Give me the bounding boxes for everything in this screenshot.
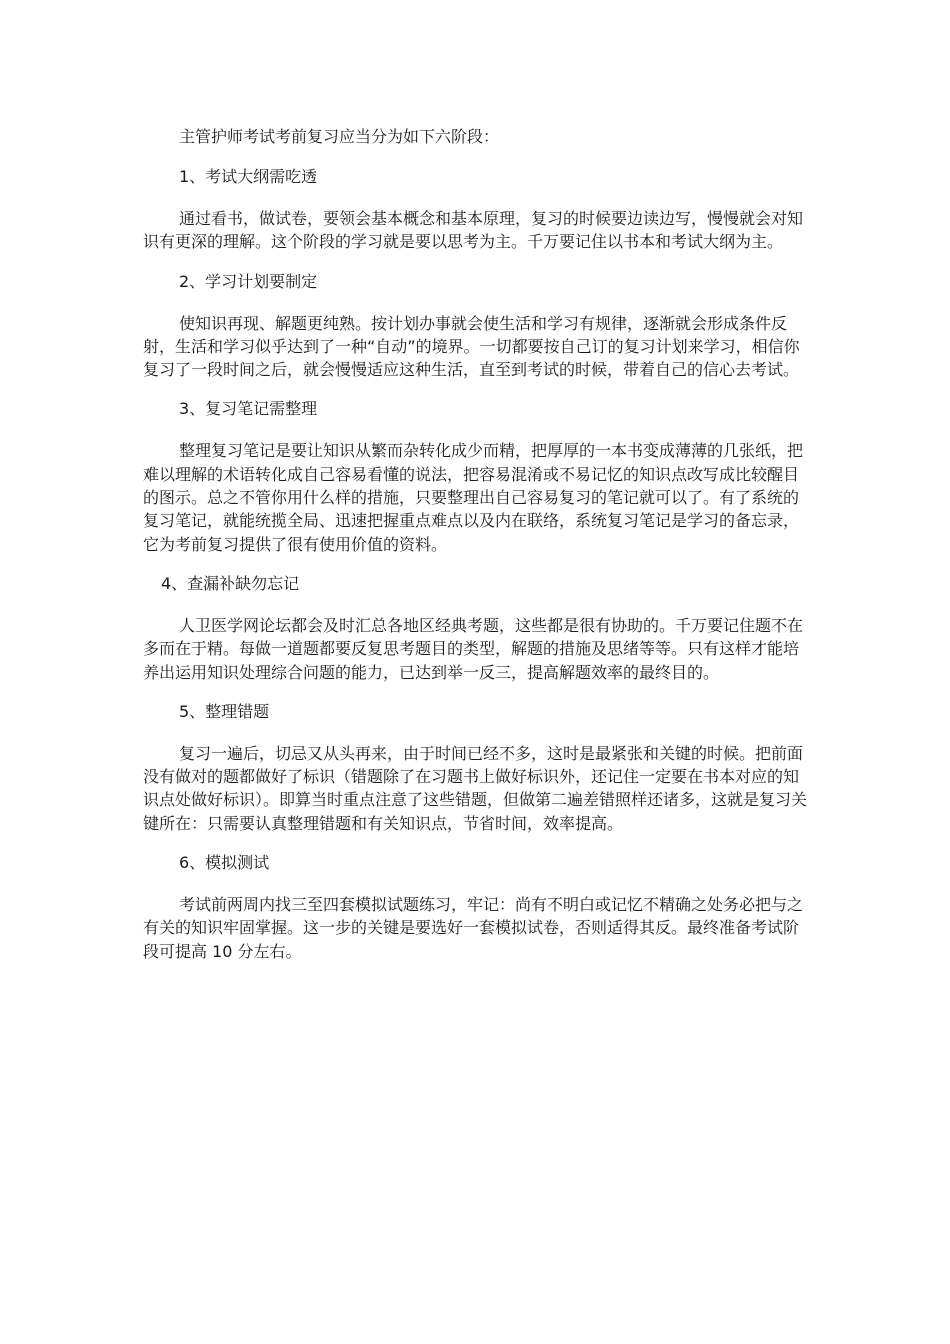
section-body-6: 考试前两周内找三至四套模拟试题练习，牢记：尚有不明白或记忆不精确之处务必把与之有关的知识牢固掌握。这一步的关键是要选好一套模拟试卷，否则适得其反。最终准备考试阶段可提高 10 分左右。	[143, 895, 804, 961]
intro-line: 主管护师考试考前复习应当分为如下六阶段：	[179, 127, 500, 146]
section-body-3: 整理复习笔记是要让知识从繁而杂转化成少而精，把厚厚的一本书变成薄薄的几张纸，把难以理解的术语转化成自己容易看懂的说法，把容易混淆或不易记忆的知识点改写成比较醒目的图示。总之不管你用什么样的措施，只要整理出自己容易复习的笔记就可以了。有了系统的复习笔记，就能统揽全局、迅速把握重点难点以及内在联络，系统复习笔记是学习的备忘录，它为考前复习提供了很有使用价值的资料。	[143, 441, 804, 554]
section-body-1: 通过看书，做试卷，要领会基本概念和基本原理，复习的时候要边读边写，慢慢就会对知识有更深的理解。这个阶段的学习就是要以思考为主。千万要记住以书本和考试大纲为主。	[143, 209, 804, 252]
section-body-2: 使知识再现、解题更纯熟。按计划办事就会使生活和学习有规律，逐渐就会形成条件反射，生活和学习似乎达到了一种“自动”的境界。一切都要按自己订的复习计划来学习，相信你复习了一段时间之后，就会慢慢适应这种生活，直至到考试的时候，带着自己的信心去考试。	[143, 313, 800, 380]
section-heading-1: 1、考试大纲需吃透	[179, 167, 318, 186]
section-heading-4: 4、查漏补缺勿忘记	[161, 573, 300, 593]
section-body-4: 人卫医学网论坛都会及时汇总各地区经典考题，这些都是很有协助的。千万要记住题不在多而在于精。每做一道题都要反复思考题目的类型，解题的措施及思绪等等。只有这样才能培养出运用知识处理综合问题的能力，已达到举一反三，提高解题效率的最终目的。	[143, 615, 804, 682]
section-heading-2: 2、学习计划要制定	[179, 271, 318, 291]
section-heading-5: 5、整理错题	[179, 701, 270, 721]
section-heading-6: 6、模拟测试	[179, 853, 270, 873]
section-heading-3: 3、复习笔记需整理	[179, 399, 318, 419]
document-page	[143, 127, 807, 981]
section-body-5: 复习一遍后，切忌又从头再来，由于时间已经不多，这时是最紧张和关键的时候。把前面没有做对的题都做好了标识（错题除了在习题书上做好标识外，还记住一定要在书本对应的知识点处做好标识）。即算当时重点注意了这些错题，但做第二遍差错照样还诸多，这就是复习关键所在：只需要认真整理错题和有关知识点，节省时间，效率提高。	[143, 743, 808, 833]
